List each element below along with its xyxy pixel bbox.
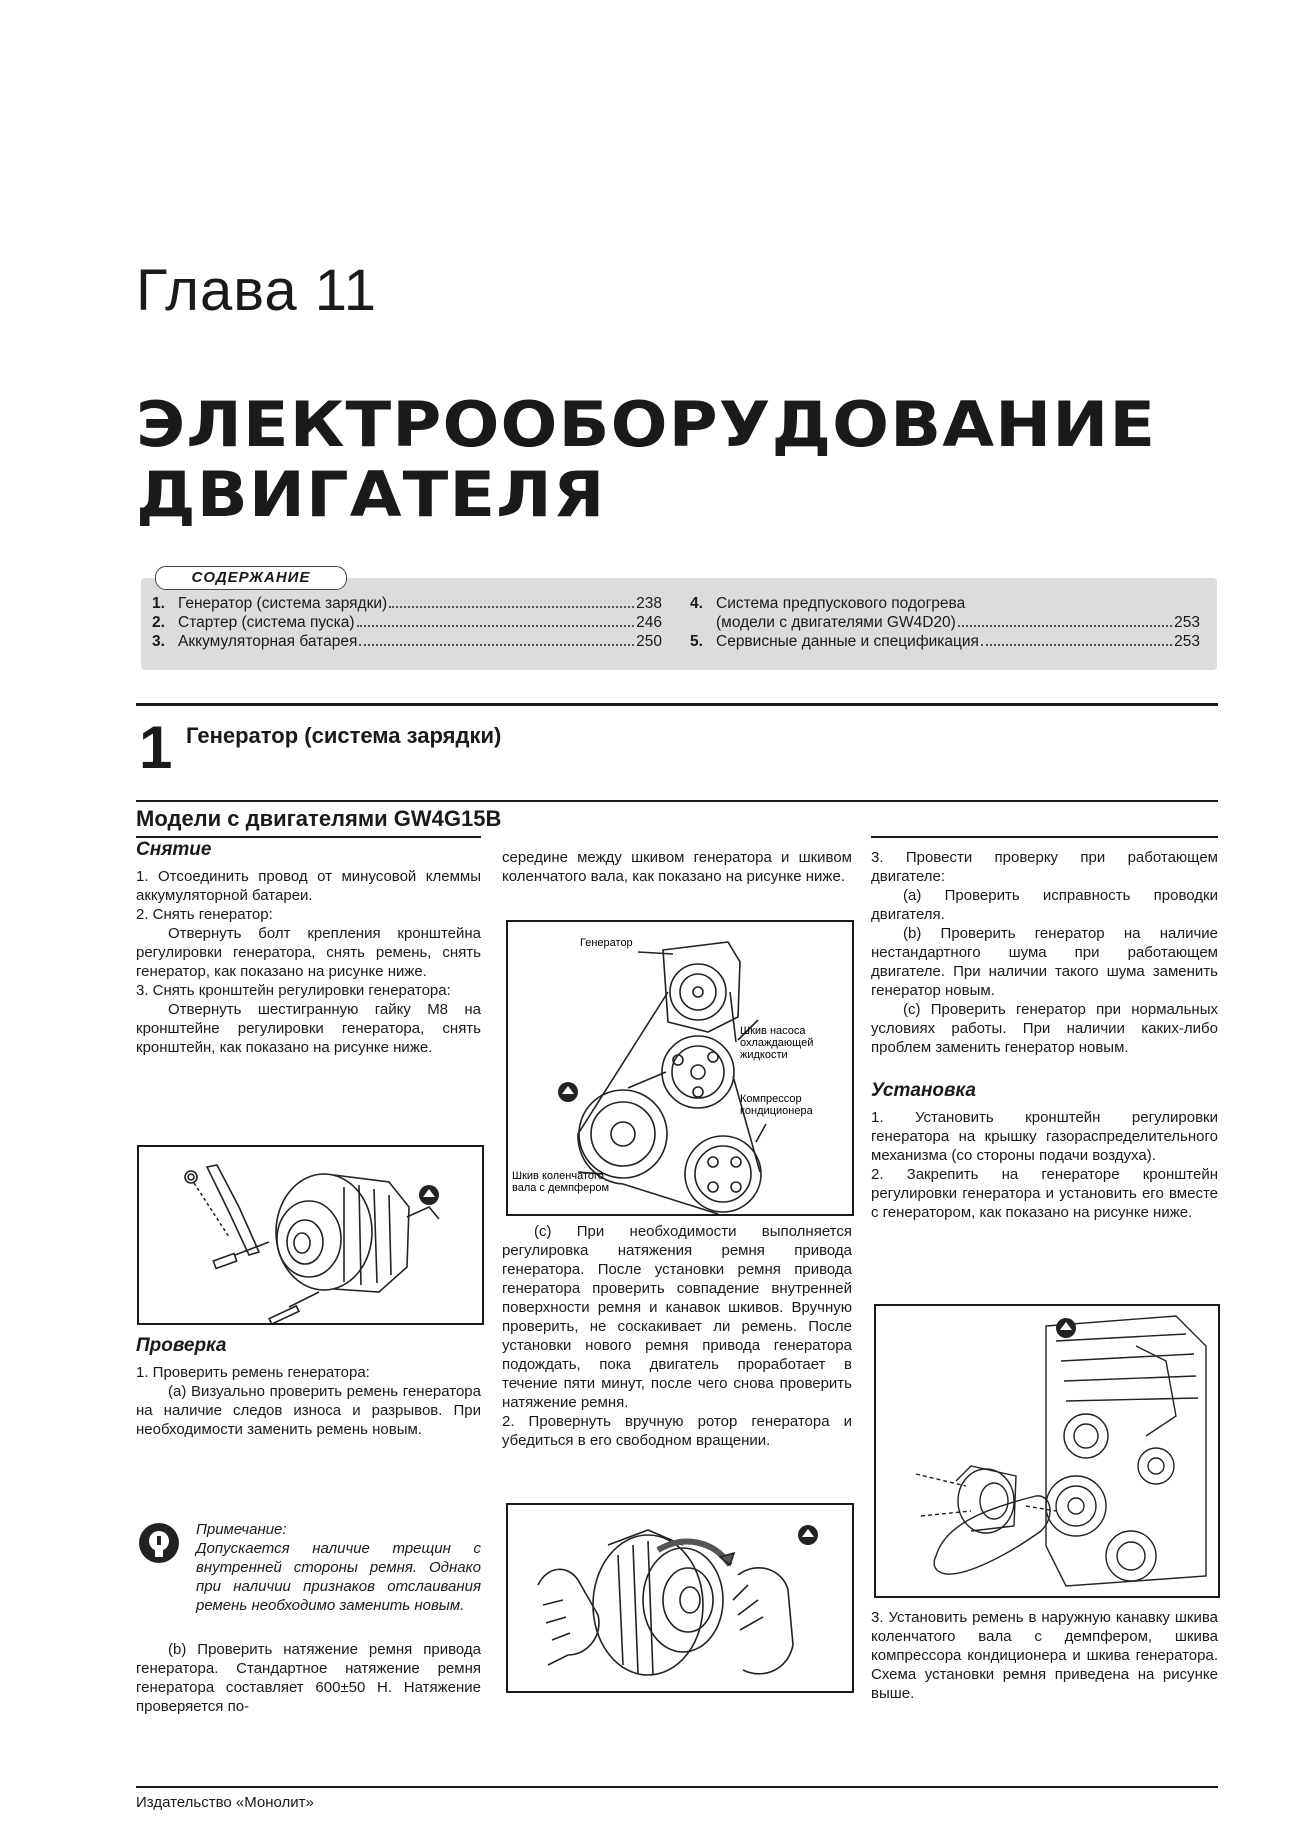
toc-right: 4. Система предпускового подогрева (модели с двигателями GW4D20) 253 5. Сервисные данные и спецификация 253 [690,595,1200,650]
paragraph: 1. Проверить ремень генератора: [136,1364,370,1381]
generator-bracket-drawing [139,1147,482,1323]
column-rule [136,836,481,838]
paragraph: 2. Снять генератор: [136,906,273,923]
paragraph: (c) При необходимости выполняется регулировка натяжения ремня привода генератора. После установки ремня привода генератора проверить совпадение внутренней поверхности ремня и канавок шкивов. Вручную проверить, не соскакивает ли ремень. После установки нового ремня привода генератора подождать, пока двигатель проработает в течение пяти минут, после чего снова проверить натяжение ремня. [502,1223,852,1411]
footer-rule [136,1786,1218,1788]
rotor-check-drawing [508,1505,852,1691]
label-compressor: Компрессор кондиционера [740,1093,813,1117]
section-rule-top [136,703,1218,706]
column-1 [136,840,481,1057]
paragraph: Отвернуть болт крепления кронштейна регулировки генератора, снять ремень, снять генератор, как показано на рисунке ниже. [136,925,481,980]
figure-rotor-check [506,1503,854,1693]
install-heading: Установка [871,1080,976,1101]
note-text: Допускается наличие трещин с внутренней стороны ремня. Однако при наличии признаков отслаивания ремень необходимо заменить новым. [196,1540,481,1614]
paragraph: (a) Визуально проверить ремень генератора на наличие следов износа и разрывов. При необходимости заменить ремень новым. [136,1383,481,1438]
section-rule-bottom [136,800,1218,802]
figure-bracket-removal [137,1145,484,1325]
chapter-label: Глава 11 [136,258,377,323]
toc-item[interactable]: 5. Сервисные данные и спецификация 253 [690,633,1200,650]
section-number: 1 [139,714,173,781]
toc-item[interactable]: 4. Система предпускового подогрева [690,595,966,612]
label-crank: Шкив коленчатого вала с демпфером [512,1170,610,1194]
paragraph: (b) Проверить генератор на наличие нестандартного шума при работающем двигателе. При наличии такого шума заменить генератор новым. [871,925,1218,999]
column-1-lower [136,1336,481,1439]
toc-item[interactable]: 1. Генератор (система зарядки) 238 [152,595,662,612]
paragraph: (a) Проверить исправность проводки двигателя. [871,887,1218,923]
removal-heading: Снятие [136,839,212,860]
column-3-lower [871,1608,1218,1703]
note-text-wrap [196,1539,481,1615]
check-heading: Проверка [136,1335,227,1356]
toc-left [152,594,662,651]
belt-routing-drawing [508,922,852,1214]
paragraph: 2. Провернуть вручную ротор генератора и убедиться в его свободном вращении. [502,1413,852,1449]
label-generator: Генератор [580,937,633,949]
toc-item[interactable]: 2. Стартер (система пуска) 246 [152,614,662,631]
engine-drawing [876,1306,1218,1596]
note-block [136,1520,481,1620]
toc-item[interactable]: 3. Аккумуляторная батарея 250 [152,633,662,650]
chapter-title [136,390,1156,530]
note-icon [136,1520,182,1568]
chapter-title-line2: ДВИГАТЕЛЯ [136,458,606,531]
paragraph: 1. Отсоединить провод от минусовой клеммы аккумуляторной батареи. [136,868,481,904]
paragraph: Отвернуть шестигранную гайку М8 на кронштейне регулировки генератора, снять кронштейн, как показано на рисунке ниже. [136,1001,481,1056]
section-title: Генератор (система зарядки) [186,723,502,748]
paragraph: 1. Установить кронштейн регулировки генератора на крышку газораспределительного механизма (со стороны подачи воздуха). [871,1109,1218,1164]
paragraph: (c) Проверить генератор при нормальных условиях работы. При наличии каких-либо проблем заменить генератор новым. [871,1001,1218,1056]
paragraph: 2. Закрепить на генераторе кронштейн регулировки генератора и установить его вместе с генератором, как показано на рисунке ниже. [871,1166,1218,1221]
chapter-title-line1: ЭЛЕКТРООБОРУДОВАНИЕ [136,388,1157,461]
paragraph: 3. Снять кронштейн регулировки генератора: [136,982,451,999]
figure-generator-install [874,1304,1220,1598]
column-rule [871,836,1218,838]
column-1-end [136,1640,481,1716]
column-2-lower [502,1222,852,1450]
publisher: Издательство «Монолит» [136,1794,314,1811]
paragraph: 3. Установить ремень в наружную канавку шкива коленчатого вала с демпфером, шкива компрессора кондиционера и шкива генератора. Схема установки ремня приведена на рисунке выше. [871,1609,1218,1702]
toc-heading: СОДЕРЖАНИЕ [155,566,347,590]
note-title: Примечание: [196,1521,287,1538]
column-3 [871,848,1218,1222]
label-pump: Шкив насоса охлаждающей жидкости [740,1025,814,1061]
section-subtitle: Модели с двигателями GW4G15B [136,806,502,831]
paragraph: 3. Провести проверку при работающем двигателе: [871,849,1218,885]
paragraph: середине между шкивом генератора и шкивом коленчатого вала, как показано на рисунке ниже. [502,849,852,885]
figure-belt-routing [506,920,854,1216]
column-2 [502,848,852,886]
paragraph: (b) Проверить натяжение ремня привода генератора. Стандартное натяжение ремня генератора составляет 600±50 Н. Натяжение проверяется по- [136,1641,481,1715]
